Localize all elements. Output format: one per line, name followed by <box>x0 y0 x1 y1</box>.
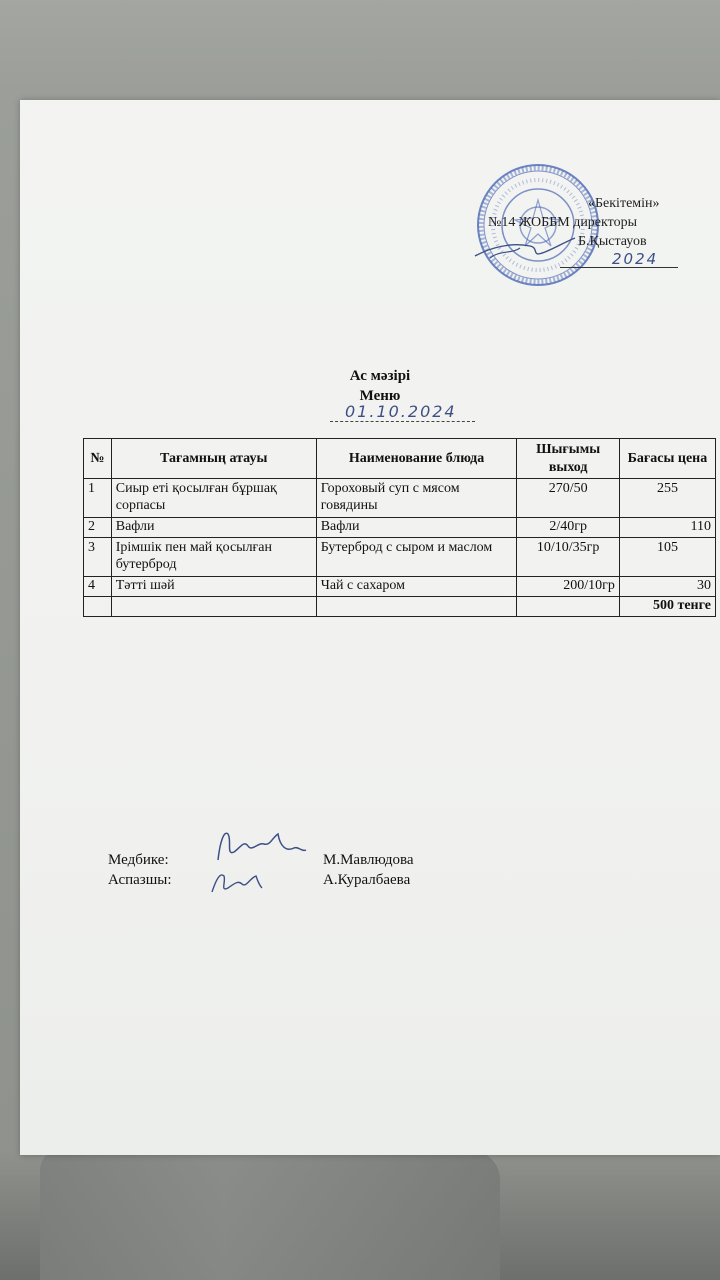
menu-title-kz: Ас мәзірі <box>349 368 411 384</box>
cook-role-label: Аспазшы: <box>108 872 172 888</box>
nurse-role-label: Медбике: <box>108 852 169 868</box>
table-header-row <box>84 439 716 479</box>
row-price: 30 <box>619 577 715 597</box>
row-output: 2/40гр <box>517 518 619 538</box>
row-name-ru: Чай с сахаром <box>316 577 517 597</box>
row-num: 3 <box>84 538 112 577</box>
menu-table <box>83 438 716 617</box>
table-row <box>84 518 716 538</box>
row-output: 10/10/35гр <box>517 538 619 577</box>
row-name-kz: Ірімшік пен май қосылған бутерброд <box>111 538 316 577</box>
total-empty-cell <box>316 597 517 617</box>
header-name-kz: Тағамның атауы <box>111 439 316 479</box>
table-row <box>84 479 716 518</box>
approval-title: «Бекітемін» <box>588 196 660 211</box>
menu-title <box>290 366 470 406</box>
total-empty-cell <box>111 597 316 617</box>
row-num: 2 <box>84 518 112 538</box>
director-signature <box>470 228 580 268</box>
row-name-ru: Бутерброд с сыром и маслом <box>316 538 517 577</box>
background-fabric <box>40 1150 500 1280</box>
menu-title-ru: Меню <box>359 388 401 404</box>
table-row <box>84 577 716 597</box>
row-output: 200/10гр <box>517 577 619 597</box>
menu-handwritten-date: 01.10.2024 <box>345 402 457 421</box>
menu-date-line <box>330 421 475 422</box>
approval-director-name: Б.Қыстауов <box>578 234 647 249</box>
header-name-ru: Наименование блюда <box>316 439 517 479</box>
row-name-ru: Гороховый суп с мясом говядины <box>316 479 517 518</box>
row-price: 110 <box>619 518 715 538</box>
row-name-kz: Сиыр еті қосылған бұршақ сорпасы <box>111 479 316 518</box>
table-total-row <box>84 597 716 617</box>
row-name-kz: Тәтті шәй <box>111 577 316 597</box>
approval-position: №14 ЖОББМ директоры <box>488 215 637 230</box>
total-amount: 500 тенге <box>619 597 715 617</box>
row-num: 1 <box>84 479 112 518</box>
nurse-signature <box>210 822 310 867</box>
row-name-ru: Вафли <box>316 518 517 538</box>
row-output: 270/50 <box>517 479 619 518</box>
cook-name: А.Куралбаева <box>323 872 411 888</box>
row-name-kz: Вафли <box>111 518 316 538</box>
approval-handwritten-year: 2024 <box>612 250 659 268</box>
row-price: 255 <box>619 479 715 518</box>
total-empty-cell <box>517 597 619 617</box>
nurse-name: М.Мавлюдова <box>323 852 414 868</box>
cook-signature <box>206 866 266 900</box>
approval-block <box>488 194 660 251</box>
total-empty-cell <box>84 597 112 617</box>
table-row <box>84 538 716 577</box>
header-num: № <box>84 439 112 479</box>
header-output: Шығымы выход <box>517 439 619 479</box>
header-price: Бағасы цена <box>619 439 715 479</box>
row-price: 105 <box>619 538 715 577</box>
row-num: 4 <box>84 577 112 597</box>
